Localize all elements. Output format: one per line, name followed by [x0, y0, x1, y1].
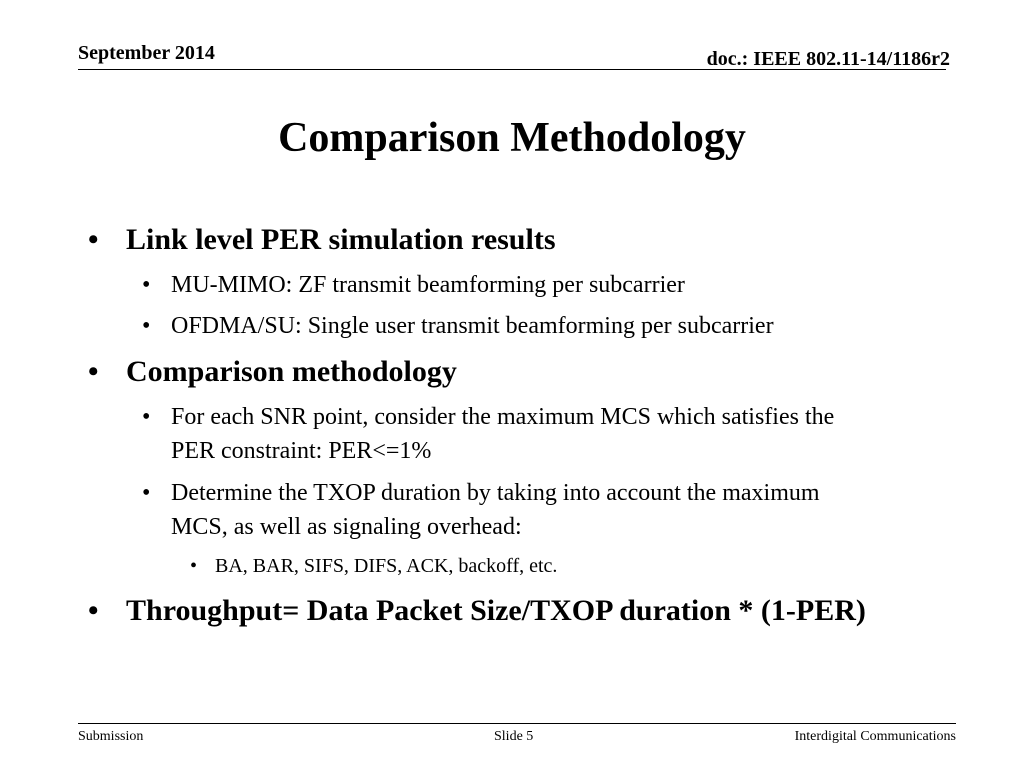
bullet-level2-item-line: For each SNR point, consider the maximum MCS which satisfies the: [171, 404, 835, 430]
bullet-marker: •: [88, 594, 99, 627]
footer-slide-number: Slide 5: [494, 729, 534, 744]
footer-organization: Interdigital Communications: [794, 729, 956, 744]
header-doc-id: doc.: IEEE 802.11-14/1186r2: [706, 48, 950, 70]
bullet-marker: •: [142, 404, 151, 430]
bullet-marker: •: [88, 355, 99, 388]
header-date: September 2014: [78, 42, 215, 64]
bullet-level2-item: MU-MIMO: ZF transmit beamforming per subcarrier: [171, 272, 685, 298]
bullet-level1-item: Throughput= Data Packet Size/TXOP duration * (1-PER): [126, 594, 866, 627]
footer-divider: [78, 723, 956, 724]
bullet-marker: •: [88, 223, 99, 256]
bullet-level2-item-line: Determine the TXOP duration by taking into account the maximum: [171, 480, 820, 506]
bullet-level3-item: BA, BAR, SIFS, DIFS, ACK, backoff, etc.: [215, 555, 558, 577]
slide-title: Comparison Methodology: [278, 115, 746, 161]
bullet-level1-item: Link level PER simulation results: [126, 223, 556, 256]
footer-submission: Submission: [78, 729, 144, 744]
bullet-marker: •: [190, 555, 198, 577]
bullet-level1-item: Comparison methodology: [126, 355, 457, 388]
bullet-marker: •: [142, 313, 151, 339]
bullet-level2-item-line: MCS, as well as signaling overhead:: [171, 514, 522, 540]
bullet-marker: •: [142, 480, 151, 506]
bullet-marker: •: [142, 272, 151, 298]
bullet-level2-item: OFDMA/SU: Single user transmit beamforming per subcarrier: [171, 313, 774, 339]
bullet-level2-item-line: PER constraint: PER<=1%: [171, 438, 432, 464]
